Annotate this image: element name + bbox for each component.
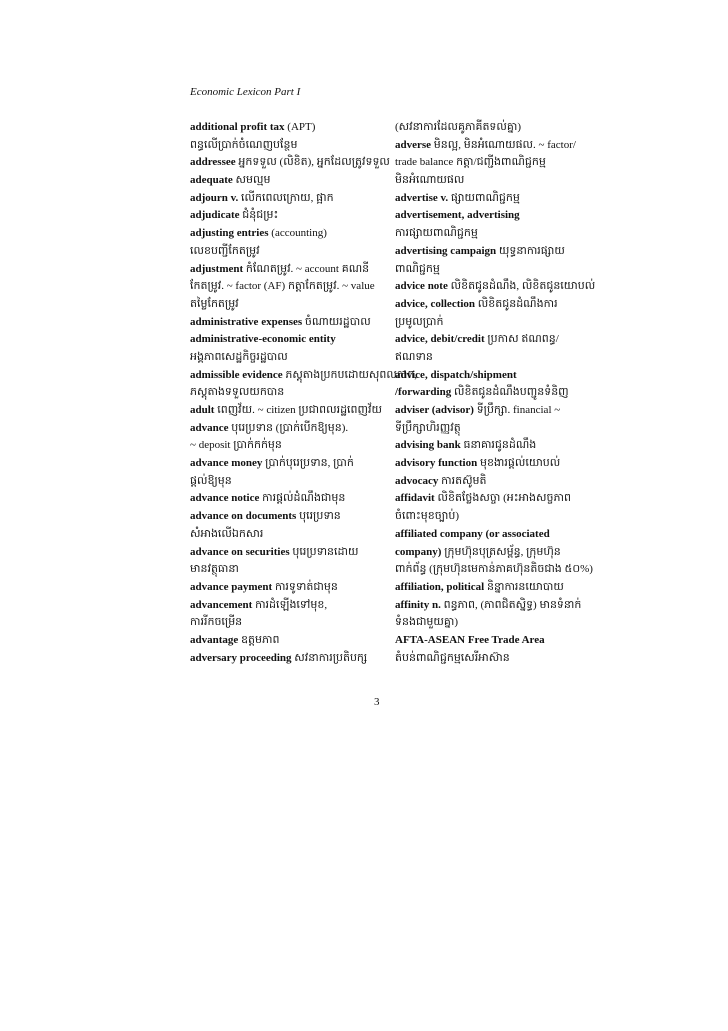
entry-headword: affiliation, political — [395, 580, 485, 593]
entry-line — [190, 243, 390, 261]
entry-headword: advantage — [190, 633, 239, 646]
entry-headword: advance money — [190, 457, 263, 470]
entry-line — [395, 437, 610, 455]
entry-line — [190, 296, 390, 314]
entry-headword: advocacy — [395, 474, 439, 487]
entry-definition: មិនល្អ, មិនអំណោយផល. ~ factor/ — [431, 138, 576, 151]
entry-definition: (APT) — [284, 121, 316, 133]
entry-definition: សំអាងលើឯកសារ — [190, 527, 264, 540]
entry-definition: ការតស៊ូមតិ — [438, 474, 487, 487]
entry-line — [395, 650, 610, 668]
entry-line — [190, 207, 390, 225]
entry-line — [395, 632, 610, 650]
entry-line — [395, 261, 610, 279]
entry-headword: advertise v. — [395, 191, 449, 204]
entry-headword: adviser (advisor) — [395, 404, 474, 416]
entry-headword: admissible evidence — [190, 368, 283, 381]
entry-line — [395, 490, 610, 508]
entry-headword: advice, dispatch/shipment — [395, 368, 517, 381]
entry-headword: affinity n. — [395, 598, 441, 611]
entry-definition: ទីប្រឹក្សា. financial ~ — [473, 404, 561, 416]
entry-definition: ការផ្សាយពាណិជ្ជកម្ម — [395, 227, 478, 240]
entry-definition: ភស្តុតាងទទួលយកបាន — [190, 386, 285, 399]
entry-line — [395, 561, 610, 579]
page-number: 3 — [374, 696, 380, 708]
entry-line — [395, 455, 610, 473]
entry-line — [395, 526, 610, 544]
entry-definition: បុរេប្រទាន (ប្រាក់បើកឱ្យមុន). — [228, 421, 349, 434]
entry-headword: advising bank — [395, 439, 461, 452]
entry-line — [395, 367, 610, 385]
entry-line — [395, 544, 610, 562]
entry-line — [395, 508, 610, 526]
entry-line — [190, 561, 390, 579]
entry-line — [190, 119, 390, 137]
entry-line — [395, 137, 610, 155]
entry-line — [190, 544, 390, 562]
entry-definition: ពន្ធលើប្រាក់ចំណេញបន្ថែម — [190, 138, 298, 151]
entry-line — [190, 579, 390, 597]
entry-definition: ពេញវ័យ. ~ citizen ប្រជាពលរដ្ឋពេញវ័យ — [214, 404, 382, 416]
entry-headword: advance notice — [190, 492, 260, 505]
entry-definition: ពាណិជ្ជកម្ម — [395, 262, 440, 275]
entry-line — [395, 296, 610, 314]
entry-definition: ការដំឡើងទៅមុខ, — [252, 598, 328, 611]
entry-line — [190, 278, 390, 296]
entry-definition: កែតម្រូវ. ~ factor (AF) កត្តាកែតម្រូវ. ~ value — [190, 280, 375, 293]
entry-headword: company) — [395, 545, 442, 558]
entry-definition: ប្រកាស ឥណពន្ធ/ — [484, 333, 559, 346]
entry-line — [190, 437, 390, 455]
entry-line — [190, 137, 390, 155]
entry-line — [190, 473, 390, 491]
entry-line — [395, 154, 610, 172]
right-column — [395, 119, 610, 667]
entry-definition: ឥណទាន — [395, 350, 433, 363]
entry-definition: មានវត្ថុធានា — [190, 563, 239, 576]
entry-headword: advance on documents — [190, 510, 297, 523]
entry-line — [190, 331, 390, 349]
entry-line — [190, 632, 390, 650]
entry-headword: adequate — [190, 174, 233, 187]
entry-headword: adult — [190, 404, 215, 416]
entry-headword: adverse — [395, 138, 432, 151]
entry-line — [395, 384, 610, 402]
entry-line — [190, 508, 390, 526]
entry-definition: ក្រុមហ៊ុនបុត្រសម្ព័ន្ធ, ក្រុមហ៊ុន — [441, 545, 561, 558]
entry-definition: ទីប្រឹក្សាហិរញ្ញវត្ថុ — [395, 421, 461, 434]
entry-line — [395, 402, 610, 420]
entry-definition: បុរេប្រទាន — [296, 510, 341, 523]
entry-line — [190, 261, 390, 279]
entry-definition: មុខងារផ្តល់យោបល់ — [477, 457, 561, 470]
entry-line — [395, 473, 610, 491]
entry-definition: ពាក់ព័ន្ធ (ក្រុមហ៊ុនមេកាន់ភាគហ៊ុនតិចជាង ៥០%) — [395, 563, 593, 576]
entry-line — [190, 402, 390, 420]
entry-definition: (accounting) — [268, 227, 327, 240]
entry-line — [395, 349, 610, 367]
entry-headword: affiliated company (or associated — [395, 527, 550, 540]
entry-headword: /forwarding — [395, 386, 452, 399]
entry-definition: កំណែតម្រូវ. ~ account គណនី — [243, 262, 370, 275]
entry-headword: administrative-economic entity — [190, 333, 336, 346]
entry-definition: លិខិតជូនដំណឹងការ — [475, 297, 558, 310]
entry-headword: additional profit tax — [190, 121, 285, 133]
entry-headword: adjustment — [190, 262, 244, 275]
entry-definition: ជំនុំជម្រះ — [239, 209, 279, 222]
entry-definition: ការរីកចម្រើន — [190, 616, 243, 629]
entry-definition: ប្រមូលប្រាក់ — [395, 315, 444, 328]
entry-definition: តម្លៃកែតម្រូវ — [190, 297, 239, 310]
entry-definition: អ្នកទទួល (លិខិត), អ្នកដែលត្រូវទទួល — [235, 156, 390, 169]
entry-line — [190, 314, 390, 332]
running-header: Economic Lexicon Part I — [190, 86, 301, 98]
entry-definition: ចំណាយរដ្ឋបាល — [302, 315, 371, 328]
entry-line — [190, 597, 390, 615]
entry-line — [395, 207, 610, 225]
entry-definition: សវនាការប្រតិបក្ស — [291, 651, 368, 664]
entry-line — [190, 367, 418, 385]
entry-definition: ការទូទាត់ជាមុន — [272, 580, 338, 593]
entry-line — [395, 614, 610, 632]
entry-definition: លេខបញ្ជីកែតម្រូវ — [190, 244, 260, 257]
entry-line — [190, 650, 390, 668]
entry-line — [395, 225, 610, 243]
entry-definition: លិខិតជូនដំណឹង, លិខិតជូនយោបល់ — [447, 280, 596, 293]
entry-definition: យុទ្ធនាការផ្សាយ — [496, 244, 565, 257]
entry-line — [395, 172, 610, 190]
entry-headword: AFTA-ASEAN Free Trade Area — [395, 633, 545, 646]
entry-headword: administrative expenses — [190, 315, 303, 328]
entry-definition: លិខិតជូនដំណឹងបញ្ជូនទំនិញ — [451, 386, 569, 399]
entry-line — [395, 314, 610, 332]
entry-definition: ប្រាក់បុរេប្រទាន, ប្រាក់ — [262, 457, 354, 470]
entry-definition: (សវនាការដែលគូភាគីតទល់គ្នា) — [395, 121, 522, 133]
entry-line — [395, 119, 610, 137]
entry-headword: advice note — [395, 280, 448, 293]
entry-headword: advancement — [190, 598, 253, 611]
entry-line — [190, 420, 390, 438]
entry-line — [395, 597, 610, 615]
entry-line — [190, 349, 390, 367]
entry-definition: ចំពោះមុខច្បាប់) — [395, 510, 459, 523]
entry-line — [190, 190, 390, 208]
entry-definition: ផ្សាយពាណិជ្ជកម្ម — [448, 191, 520, 204]
entry-definition: លើកពេលក្រោយ, ផ្អាក — [238, 191, 334, 204]
entry-headword: affidavit — [395, 492, 435, 505]
entry-line — [395, 420, 610, 438]
entry-headword: advice, collection — [395, 297, 476, 310]
entry-definition: ~ deposit ប្រាក់កក់មុន — [190, 439, 282, 452]
entry-definition: ឧត្តមភាព — [238, 633, 280, 646]
entry-definition: បុរេប្រទានដោយ — [289, 545, 359, 558]
entry-headword: advisory function — [395, 457, 478, 470]
entry-definition: មិនអំណោយផល — [395, 174, 465, 187]
entry-line — [190, 225, 390, 243]
entry-definition: ផ្តល់ឱ្យមុន — [190, 474, 232, 487]
entry-line — [395, 243, 610, 261]
entry-headword: advertising campaign — [395, 244, 497, 257]
entry-definition: តំបន់ពាណិជ្ជកម្មសេរីអាស៊ាន — [395, 651, 510, 664]
entry-definition: ធនាគារជូនដំណឹង — [460, 439, 537, 452]
entry-definition: ភស្តុតាងប្រកបដោយសុពលភាព, — [282, 368, 418, 381]
entry-headword: addressee — [190, 156, 236, 169]
entry-headword: advance — [190, 421, 229, 434]
entry-headword: advice, debit/credit — [395, 333, 485, 346]
entry-line — [395, 579, 610, 597]
entry-headword: advance on securities — [190, 545, 290, 558]
entry-line — [190, 154, 390, 172]
entry-headword: advance payment — [190, 580, 273, 593]
entry-definition: ការផ្តល់ដំណឹងជាមុន — [259, 492, 346, 505]
entry-line — [190, 455, 390, 473]
entry-definition: អង្គភាពសេដ្ឋកិច្ចរដ្ឋបាល — [190, 350, 288, 363]
entry-definition: សមល្មម — [232, 174, 271, 187]
entry-headword: advertisement, advertising — [395, 209, 520, 222]
entry-definition: ទំនងជាមួយគ្នា) — [395, 616, 459, 629]
entry-line — [190, 614, 390, 632]
entry-headword: adjourn v. — [190, 191, 239, 204]
entry-definition: ពន្ធភាព, (ភាពជិតស្និទ្ធ) មានទំនាក់ — [440, 598, 582, 611]
entry-line — [190, 384, 390, 402]
entry-line — [190, 172, 390, 190]
entry-line — [190, 526, 390, 544]
entry-headword: adjudicate — [190, 209, 240, 222]
entry-line — [395, 190, 610, 208]
entry-definition: និន្នាការនយោបាយ — [484, 580, 564, 593]
entry-line — [395, 331, 610, 349]
entry-line — [190, 490, 390, 508]
entry-headword: adversary proceeding — [190, 651, 292, 664]
entry-definition: trade balance កត្តា/ជញ្ជីងពាណិជ្ជកម្ម — [395, 156, 546, 169]
entry-definition: លិខិតថ្លែងសច្ចា (អះអាងសច្ចភាព — [434, 492, 571, 505]
entry-line — [395, 278, 610, 296]
entry-headword: adjusting entries — [190, 227, 269, 240]
